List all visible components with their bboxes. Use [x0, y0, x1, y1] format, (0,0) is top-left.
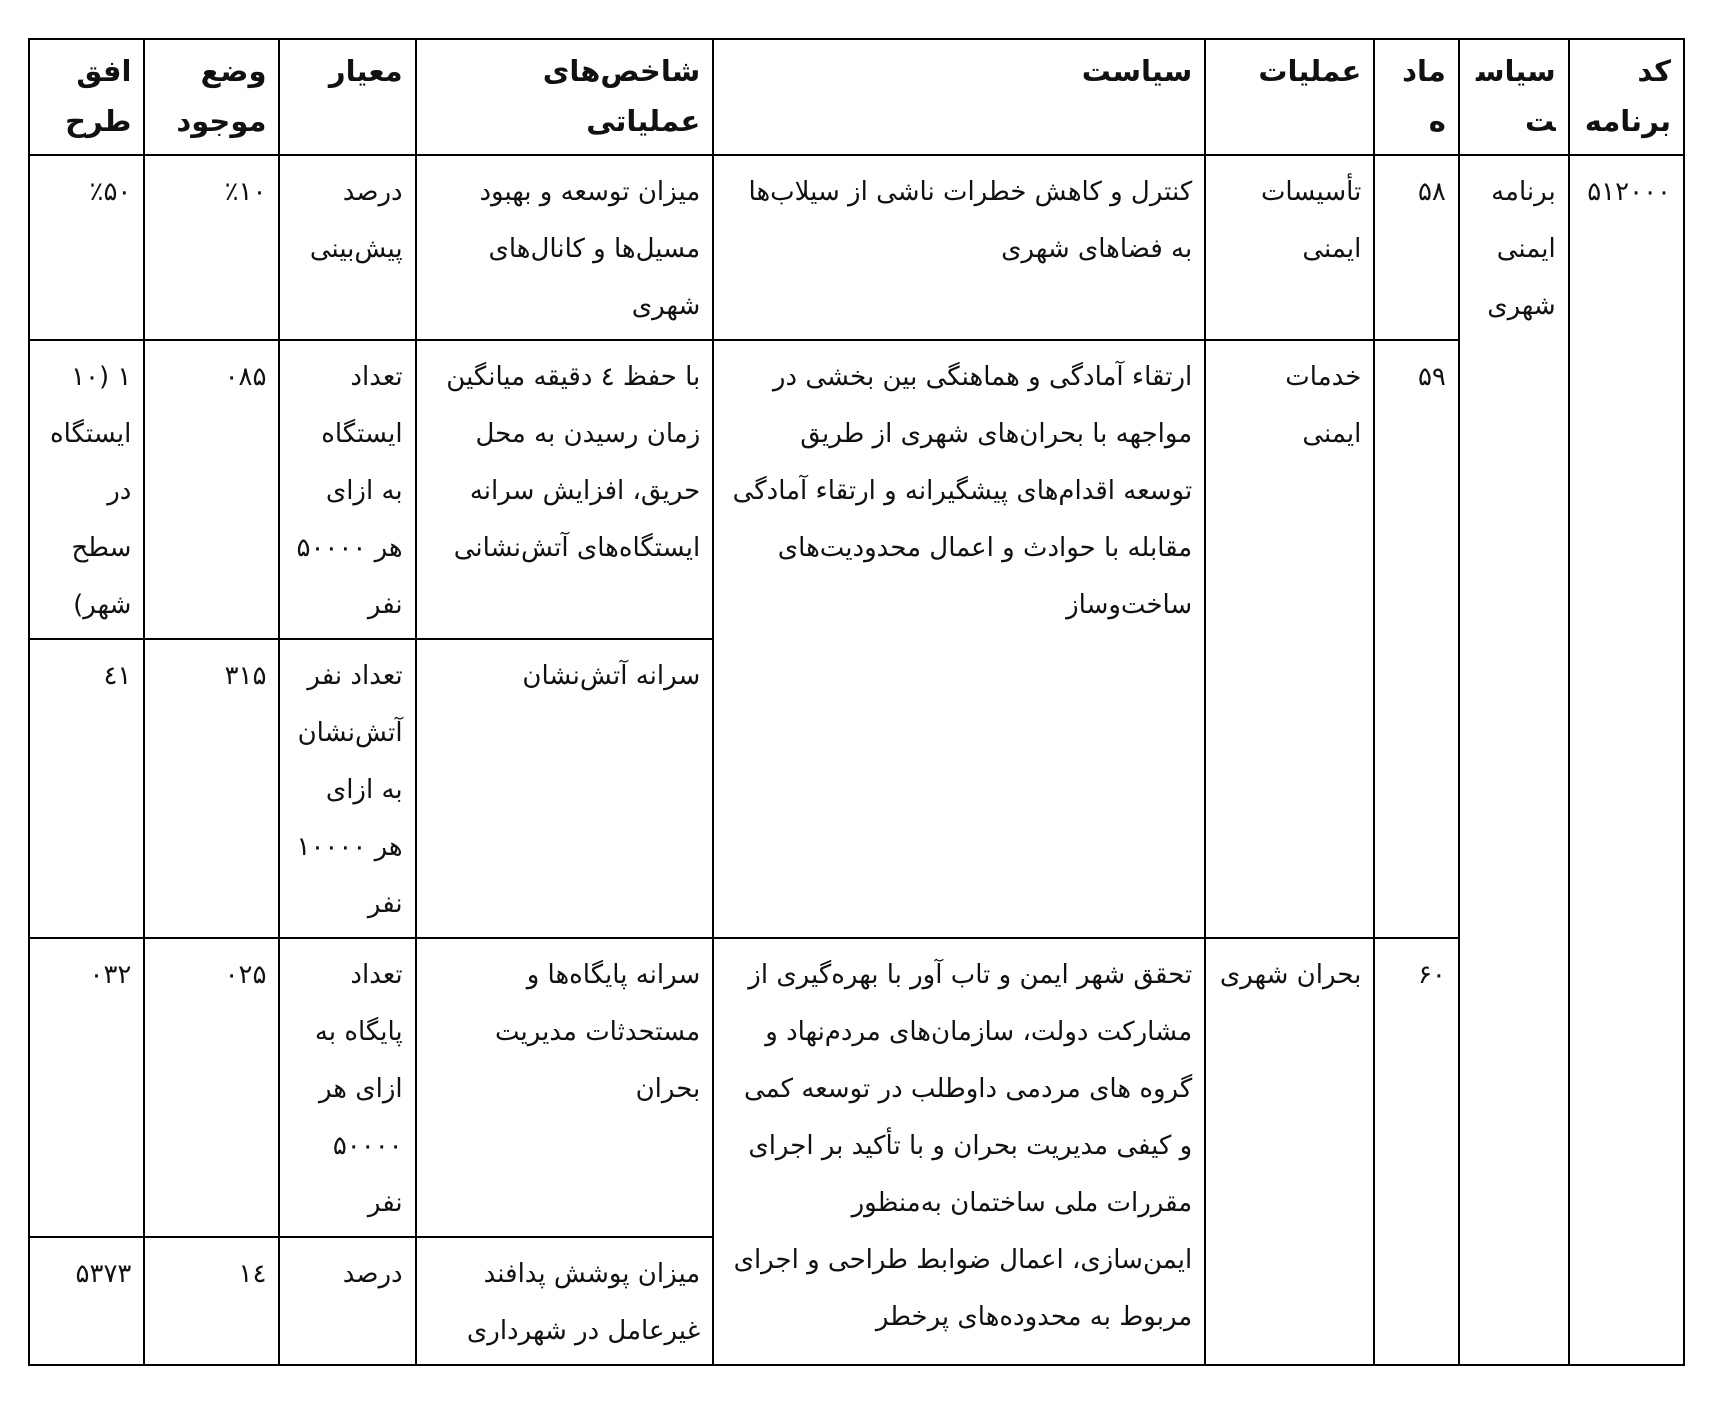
- indicator-cell: با حفظ ٤ دقیقه میانگین زمان رسیدن به محل حریق، افزایش سرانه ایستگاه‌های آتش‌نشانی: [416, 340, 714, 639]
- table-row: [29, 938, 1684, 1237]
- horizon-cell: ۱ (۱۰ ایستگاه در سطح شهر): [29, 340, 144, 639]
- header-horizon: افق طرح: [29, 39, 144, 155]
- policy-cell: ارتقاء آمادگی و هماهنگی بین بخشی در مواجهه با بحران‌های شهری از طریق توسعه اقدام‌های پیشگیرانه و ارتقاء آمادگی مقابله با حوادث و اعمال محدودیت‌های ساخت‌وساز: [713, 340, 1205, 938]
- criterion-cell: تعداد ایستگاه به ازای هر ۵۰۰۰۰ نفر: [279, 340, 415, 639]
- header-article: ماده: [1374, 39, 1459, 155]
- document-page: [28, 38, 1685, 1366]
- policy-cell: تحقق شهر ایمن و تاب آور با بهره‌گیری از مشارکت دولت، سازمان‌های مردم‌نهاد و گروه های مردمی داوطلب در توسعه کمی و کیفی مدیریت بحران و با تأکید بر اجرای مقررات ملی ساختمان به‌منظور ایمن‌سازی، اعمال ضوابط طراحی و اجرای مربوط به محدوده‌های پرخطر: [713, 938, 1205, 1365]
- criterion-cell: تعداد نفر آتش‌نشان به ازای هر ۱۰۰۰۰ نفر: [279, 639, 415, 938]
- horizon-cell: ٪۵۰: [29, 155, 144, 340]
- header-operations: عملیات: [1205, 39, 1374, 155]
- operation-cell: بحران شهری: [1205, 938, 1374, 1365]
- operation-cell: خدمات ایمنی: [1205, 340, 1374, 938]
- indicator-cell: سرانه پایگاه‌ها و مستحدثات مدیریت بحران: [416, 938, 714, 1237]
- criterion-cell: تعداد پایگاه به ازای هر ۵۰۰۰۰ نفر: [279, 938, 415, 1237]
- current-cell: ٪۱۰: [144, 155, 279, 340]
- article-cell: ۵۹: [1374, 340, 1459, 938]
- header-policy-short: سیاست: [1459, 39, 1569, 155]
- header-current: وضع موجود: [144, 39, 279, 155]
- current-cell: ۳۱۵: [144, 639, 279, 938]
- current-cell: ١٤: [144, 1237, 279, 1365]
- table-row: [29, 340, 1684, 639]
- program-table: [28, 38, 1685, 1366]
- operation-cell: تأسیسات ایمنی: [1205, 155, 1374, 340]
- current-cell: ۰۸۵: [144, 340, 279, 639]
- horizon-cell: ۰۳۲: [29, 938, 144, 1237]
- horizon-cell: ۵۳۷۳: [29, 1237, 144, 1365]
- indicator-cell: سرانه آتش‌نشان: [416, 639, 714, 938]
- header-program-code: کد برنامه: [1569, 39, 1684, 155]
- horizon-cell: ٤۱: [29, 639, 144, 938]
- program-code-cell: ۵۱۲۰۰۰: [1569, 155, 1684, 1365]
- indicator-cell: میزان توسعه و بهبود مسیل‌ها و کانال‌های شهری: [416, 155, 714, 340]
- indicator-cell: میزان پوشش پدافند غیرعامل در شهرداری: [416, 1237, 714, 1365]
- criterion-cell: درصد پیش‌بینی: [279, 155, 415, 340]
- header-row: [29, 39, 1684, 155]
- table-row: [29, 155, 1684, 340]
- header-policy: سیاست: [713, 39, 1205, 155]
- current-cell: ۰۲۵: [144, 938, 279, 1237]
- header-criterion: معیار: [279, 39, 415, 155]
- article-cell: ۵۸: [1374, 155, 1459, 340]
- criterion-cell: درصد: [279, 1237, 415, 1365]
- header-indicators: شاخص‌های عملیاتی: [416, 39, 714, 155]
- article-cell: ۶۰: [1374, 938, 1459, 1365]
- policy-cell: کنترل و کاهش خطرات ناشی از سیلاب‌ها به فضاهای شهری: [713, 155, 1205, 340]
- program-policy-cell: برنامه ایمنی شهری: [1459, 155, 1569, 1365]
